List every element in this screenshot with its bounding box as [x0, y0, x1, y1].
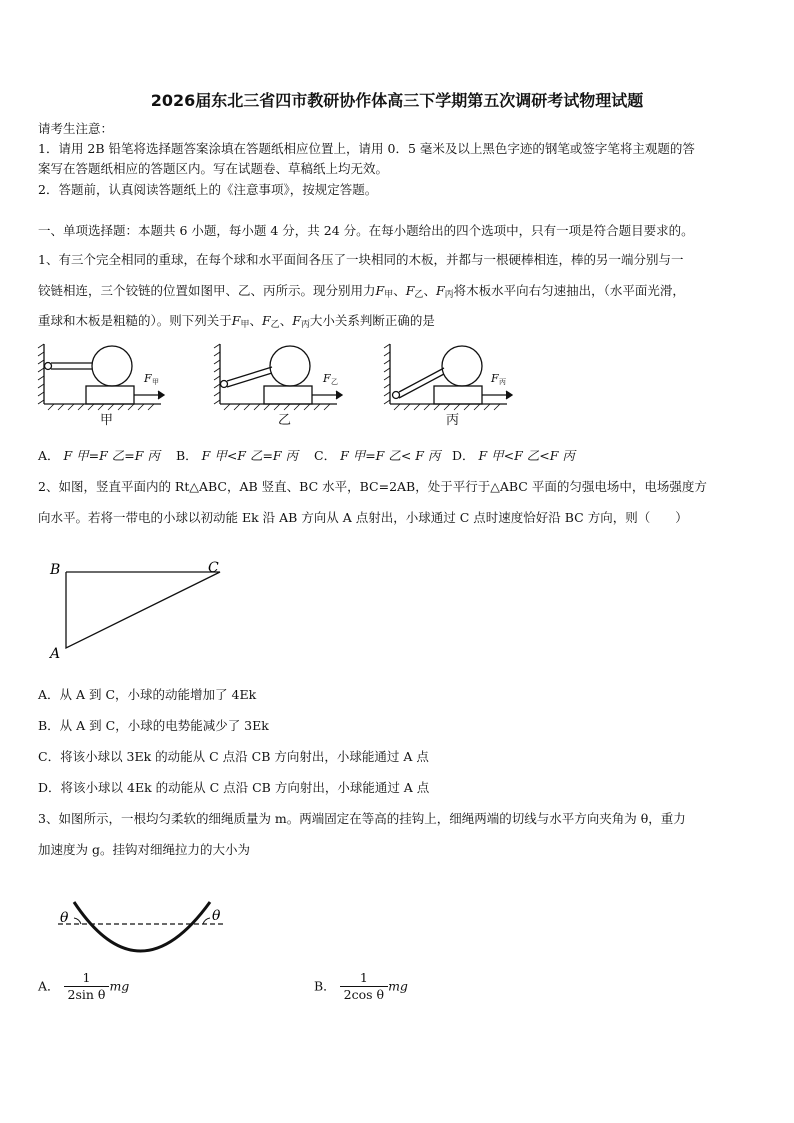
- force-sub-bing: 丙: [499, 378, 506, 386]
- figure-caption-bing: 丙: [446, 413, 460, 428]
- q1-figures: [36, 338, 536, 428]
- notice-heading: 请考生注意：: [38, 121, 114, 136]
- q1-line-2: 铰链相连，三个铰链的位置如图甲、乙、丙所示。现分别用力$F_甲$、$F_乙$、$F_丙$将木板水平向右匀速抽出，（水平面光滑，: [38, 283, 685, 300]
- q1-option-b: B． F 甲<F 乙=F 丙: [176, 448, 299, 463]
- figure-caption-yi: 乙: [278, 413, 292, 428]
- q2-option-a: A．从 A 到 C，小球的动能增加了 4Ek: [38, 687, 257, 702]
- q1-option-d: D． F 甲<F 乙<F 丙: [452, 448, 575, 463]
- q2-line-2: 向水平。若将一带电的小球以初动能 Ek 沿 AB 方向从 A 点射出，小球通过 C 点时速度恰好沿 BC 方向，则（ ）: [38, 510, 688, 525]
- force-label-yi: F: [323, 372, 331, 385]
- section-heading: 一、单项选择题：本题共 6 小题，每小题 4 分，共 24 分。在每小题给出的四个选项中，只有一项是符合题目要求的。: [38, 223, 694, 238]
- q3-line-2: 加速度为 g。挂钩对细绳拉力的大小为: [38, 842, 250, 857]
- theta-right: θ: [212, 908, 221, 924]
- notice-item-2: 2．答题前，认真阅读答题纸上的《注意事项》，按规定答题。: [38, 182, 378, 197]
- force-label-bing: F: [491, 372, 499, 385]
- q3-option-a: A． $\frac{1}{\text{2sin θ}}$ mg: [38, 970, 130, 1002]
- notice-item-1-line-1: 1．请用 2B 铅笔将选择题答案涂填在答题纸相应位置上，请用 0．5 毫米及以上黑色字迹的钢笔或签字笔将主观题的答: [38, 141, 695, 156]
- q1-line-3: 重球和木板是粗糙的）。则下列关于$F_甲$、$F_乙$、$F_丙$大小关系判断正确的是: [38, 313, 435, 330]
- q3-rope-figure: [54, 890, 234, 960]
- force-sub-yi: 乙: [331, 378, 338, 386]
- q2-option-b: B．从 A 到 C，小球的电势能减少了 3Ek: [38, 718, 269, 733]
- figure-caption-jia: 甲: [100, 413, 114, 428]
- page-title: 2026届东北三省四市教研协作体高三下学期第五次调研考试物理试题: [150, 91, 644, 110]
- q2-option-c: C．将该小球以 3Ek 的动能从 C 点沿 CB 方向射出，小球能通过 A 点: [38, 749, 429, 764]
- vertex-b: B: [50, 562, 61, 578]
- notice-item-1-line-2: 案写在答题纸相应的答题区内。写在试题卷、草稿纸上均无效。: [38, 161, 389, 176]
- q2-triangle-figure: [44, 556, 234, 666]
- q1-option-a: A． F 甲=F 乙=F 丙: [38, 448, 160, 463]
- q1-option-c: C． F 甲=F 乙< F 丙: [314, 448, 441, 463]
- q2-line-1: 2、如图，竖直平面内的 Rt△ABC，AB 竖直、BC 水平，BC=2AB，处于平行于△ABC 平面的匀强电场中，电场强度方: [38, 479, 707, 494]
- vertex-c: C: [208, 560, 219, 576]
- q3-line-1: 3、如图所示，一根均匀柔软的细绳质量为 m。两端固定在等高的挂钩上，细绳两端的切线与水平方向夹角为 θ，重力: [38, 811, 686, 826]
- force-label-jia: F: [144, 372, 152, 385]
- vertex-a: A: [50, 646, 61, 662]
- force-sub-jia: 甲: [152, 378, 159, 386]
- theta-left: θ: [60, 910, 69, 926]
- q1-line-1: 1、有三个完全相同的重球，在每个球和水平面间各压了一块相同的木板，并都与一根硬棒相连，棒的另一端分别与一: [38, 252, 684, 267]
- q3-option-b: B． $\frac{1}{\text{2cos θ}}$ mg: [314, 970, 408, 1002]
- q2-option-d: D．将该小球以 4Ek 的动能从 C 点沿 CB 方向射出，小球能通过 A 点: [38, 780, 430, 795]
